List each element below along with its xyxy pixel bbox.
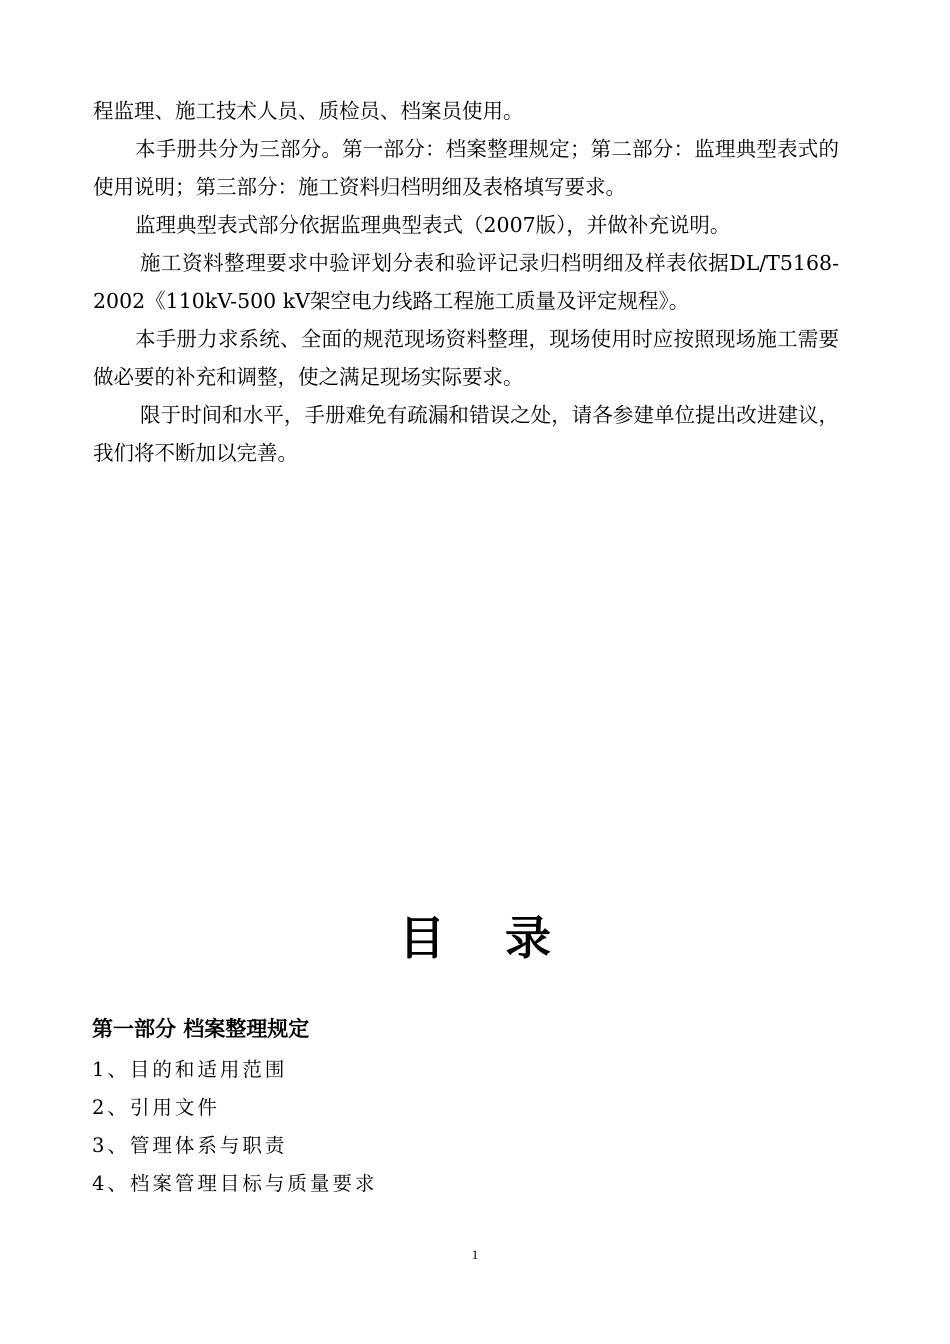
toc-item: 4、档案管理目标与质量要求 — [92, 1172, 378, 1195]
page-number: 1 — [471, 1247, 479, 1262]
paragraph-usage: 程监理、施工技术人员、质检员、档案员使用。 — [93, 99, 524, 123]
paragraph-forms-basis: 监理典型表式部分依据监理典型表式（2007版），并做补充说明。 — [135, 213, 731, 237]
toc-part-one-heading: 第一部分 档案整理规定 — [92, 1017, 310, 1041]
paragraph-structure: 本手册共分为三部分。第一部分：档案整理规定；第二部分：监理典型表式的使用说明；第三部分：施工资料归档明细及表格填写要求。 — [93, 137, 839, 199]
toc-item: 1、目的和适用范围 — [92, 1058, 288, 1081]
toc-item: 2、引用文件 — [92, 1096, 220, 1119]
preface-body — [93, 92, 839, 472]
paragraph-disclaimer: 限于时间和水平，手册难免有疏漏和错误之处，请各参建单位提出改进建议，我们将不断加以完善。 — [93, 403, 839, 465]
paragraph-purpose: 本手册力求系统、全面的规范现场资料整理，现场使用时应按照现场施工需要做必要的补充和调整，使之满足现场实际要求。 — [93, 327, 839, 389]
paragraph-standard-basis: 施工资料整理要求中验评划分表和验评记录归档明细及样表依据DL/T5168-2002《110kV-500 kV架空电力线路工程施工质量及评定规程》。 — [93, 251, 839, 313]
toc-list — [92, 1051, 377, 1203]
toc-item: 3、管理体系与职责 — [92, 1134, 288, 1157]
toc-title: 目录 — [399, 911, 611, 965]
